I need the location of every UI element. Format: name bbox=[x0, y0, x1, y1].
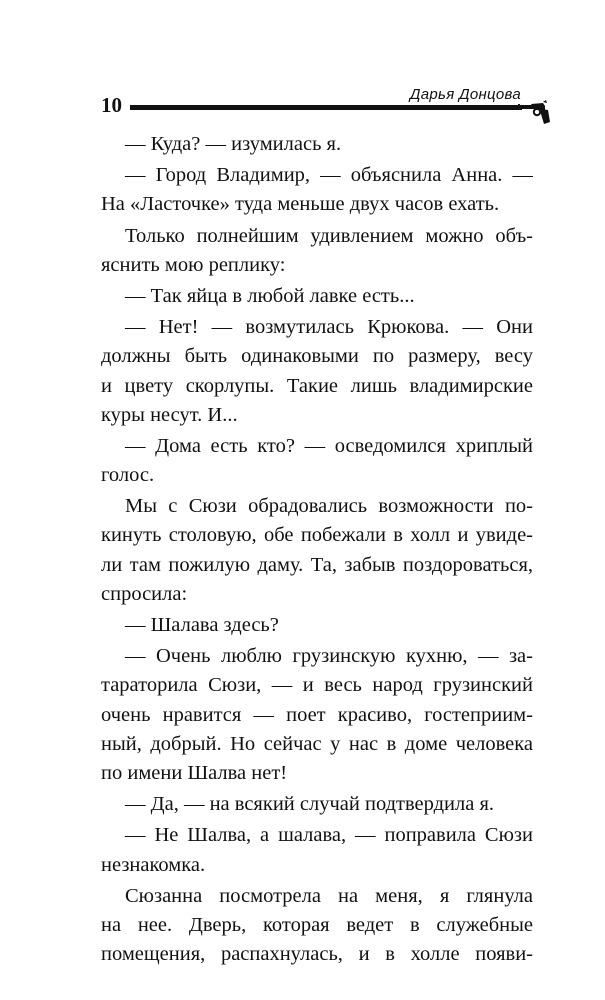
text-line: тараторила Сюзи, — и весь народ грузинский bbox=[101, 674, 533, 697]
text-line: очень нравится — поет красиво, гостеприим- bbox=[101, 703, 533, 726]
text-line: Сюзанна посмотрела на меня, я глянула bbox=[125, 884, 533, 907]
text-line: по имени Шалва нет! bbox=[101, 761, 288, 784]
text-line: На «Ласточке» туда меньше двух часов ехать. bbox=[101, 193, 500, 216]
text-line: — Очень люблю грузинскую кухню, — за- bbox=[125, 645, 533, 668]
text-line: — Куда? — изумилась я. bbox=[125, 133, 342, 155]
text-line: — Город Владимир, — объяснила Анна. — bbox=[125, 164, 533, 187]
revolver-icon bbox=[515, 96, 551, 126]
text-line: на нее. Дверь, которая ведет в служебные bbox=[101, 913, 533, 936]
header-rule bbox=[130, 105, 522, 110]
text-line: голос. bbox=[101, 464, 155, 487]
text-line: должны быть одинаковыми по размеру, весу bbox=[101, 345, 533, 368]
text-line: спросила: bbox=[101, 582, 188, 605]
text-line: ли там пожилую даму. Та, забыв поздороваться, bbox=[101, 553, 533, 576]
text-line: — Дома есть кто? — осведомился хриплый bbox=[125, 434, 533, 457]
text-line: куры несут. И... bbox=[101, 403, 238, 426]
text-line: — Нет! — возмутилась Крюкова. — Они bbox=[125, 316, 533, 339]
page-number: 10 bbox=[101, 93, 122, 117]
text-line: Только полнейшим удивлением можно объ- bbox=[125, 224, 533, 247]
text-line: — Шалава здесь? bbox=[125, 614, 279, 636]
text-line: Мы с Сюзи обрадовались возможности по- bbox=[125, 495, 533, 518]
text-line: и цвету скорлупы. Такие лишь владимирские bbox=[101, 374, 533, 397]
text-line: кинуть столовую, обе побежали в холл и увиде- bbox=[101, 524, 533, 547]
author-name: Дарья Донцова bbox=[409, 86, 521, 103]
page-header bbox=[0, 0, 605, 130]
text-line: помещения, распахнулась, и в холле появи- bbox=[101, 943, 533, 966]
body-text bbox=[101, 130, 533, 969]
text-line: ный, добрый. Но сейчас у нас в доме человека bbox=[101, 732, 533, 755]
text-line: — Так яйца в любой лавке есть... bbox=[125, 284, 415, 307]
text-line: яснить мою реплику: bbox=[101, 253, 286, 276]
text-line: незнакомка. bbox=[101, 853, 206, 876]
text-line: — Да, — на всякий случай подтвердила я. bbox=[125, 793, 495, 816]
text-line: — Не Шалва, а шалава, — поправила Сюзи bbox=[125, 824, 533, 847]
